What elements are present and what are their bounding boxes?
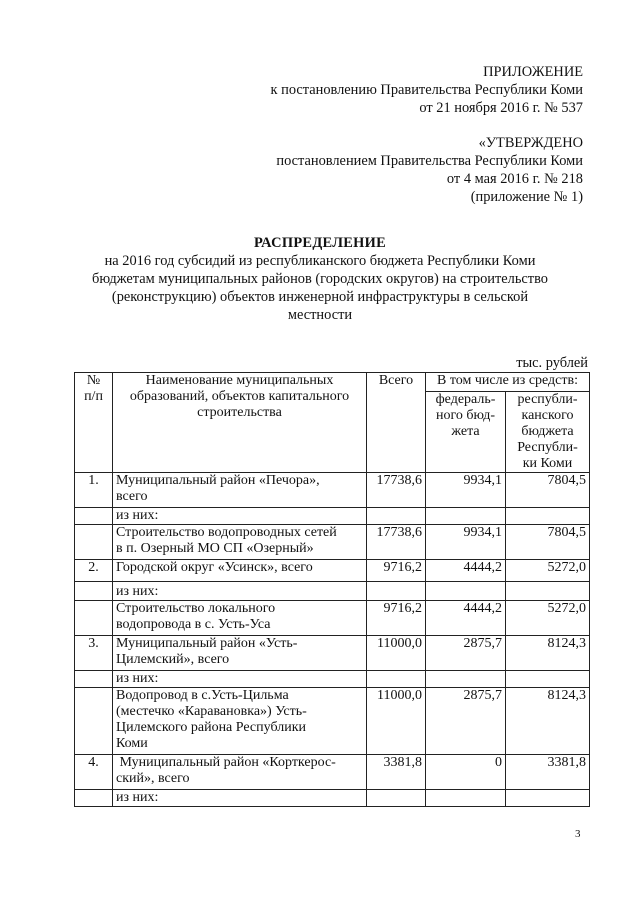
row-federal: 4444,2 [426, 601, 506, 636]
row-federal [426, 508, 506, 525]
table-row [75, 671, 590, 688]
title-line-2: бюджетам муниципальных районов (городских округов) на строительство [92, 271, 548, 287]
col-federal-header: федераль- ного бюд- жета [426, 392, 506, 473]
table-row [75, 601, 590, 636]
units-label: тыс. рублей [516, 355, 588, 371]
row-name: из них: [113, 508, 367, 525]
row-name: Муниципальный район «Усть- Цилемский», всего [113, 636, 367, 671]
row-name: из них: [113, 671, 367, 688]
table-row [75, 508, 590, 525]
resolution-reference: к постановлению Правительства Республики Коми [270, 82, 583, 98]
title-line-1: на 2016 год субсидий из республиканского бюджета Республики Коми [104, 253, 536, 269]
col-name-header: Наименование муниципальных образований, объектов капитального строительства [113, 373, 367, 473]
row-total: 9716,2 [367, 601, 426, 636]
table-row [75, 755, 590, 790]
table-row [75, 582, 590, 601]
row-total: 9716,2 [367, 560, 426, 582]
row-number: 1. [75, 473, 113, 508]
col-total-header: Всего [367, 373, 426, 473]
header-row [75, 373, 590, 392]
row-republic: 5272,0 [506, 601, 590, 636]
row-federal: 9934,1 [426, 525, 506, 560]
resolution-date: от 21 ноября 2016 г. № 537 [419, 100, 583, 116]
table-row [75, 560, 590, 582]
row-total [367, 790, 426, 807]
row-number [75, 688, 113, 755]
approved-by: постановлением Правительства Республики Коми [276, 153, 583, 169]
page-number: 3 [575, 828, 581, 840]
row-republic [506, 790, 590, 807]
title-line-3: (реконструкцию) объектов инженерной инфраструктуры в сельской [111, 289, 529, 305]
row-republic: 5272,0 [506, 560, 590, 582]
table-row [75, 636, 590, 671]
row-name: из них: [113, 582, 367, 601]
row-federal: 9934,1 [426, 473, 506, 508]
row-federal: 0 [426, 755, 506, 790]
row-republic [506, 508, 590, 525]
col-number-header: № п/п [75, 373, 113, 473]
row-name: Городской округ «Усинск», всего [113, 560, 367, 582]
col-republic-header: республи- канского бюджета Республи- ки Коми [506, 392, 590, 473]
row-name: Муниципальный район «Печора», всего [113, 473, 367, 508]
row-total: 3381,8 [367, 755, 426, 790]
row-republic [506, 671, 590, 688]
row-number [75, 508, 113, 525]
row-total: 11000,0 [367, 688, 426, 755]
page-title: РАСПРЕДЕЛЕНИЕ [253, 235, 387, 251]
distribution-table [74, 372, 590, 807]
row-name: из них: [113, 790, 367, 807]
row-federal: 2875,7 [426, 636, 506, 671]
row-number [75, 790, 113, 807]
row-name: Строительство водопроводных сетей в п. Озерный МО СП «Озерный» [113, 525, 367, 560]
row-number: 2. [75, 560, 113, 582]
row-total [367, 671, 426, 688]
col-sources-header: В том числе из средств: [426, 373, 590, 392]
row-total: 17738,6 [367, 473, 426, 508]
title-line-4: местности [287, 307, 353, 323]
row-republic: 8124,3 [506, 636, 590, 671]
row-name: Муниципальный район «Корткерос- ский», всего [113, 755, 367, 790]
row-federal: 2875,7 [426, 688, 506, 755]
table-row [75, 473, 590, 508]
row-name: Строительство локального водопровода в с. Усть-Уса [113, 601, 367, 636]
row-number [75, 601, 113, 636]
row-total: 11000,0 [367, 636, 426, 671]
row-number [75, 525, 113, 560]
row-republic: 7804,5 [506, 525, 590, 560]
approved-date: от 4 мая 2016 г. № 218 [446, 171, 583, 187]
row-republic [506, 582, 590, 601]
row-republic: 8124,3 [506, 688, 590, 755]
row-number [75, 582, 113, 601]
row-federal [426, 582, 506, 601]
table-row [75, 790, 590, 807]
approved-label: «УТВЕРЖДЕНО [478, 135, 583, 151]
row-total [367, 582, 426, 601]
approved-appendix: (приложение № 1) [470, 189, 583, 205]
row-republic: 7804,5 [506, 473, 590, 508]
row-total [367, 508, 426, 525]
row-republic: 3381,8 [506, 755, 590, 790]
row-number: 3. [75, 636, 113, 671]
row-federal [426, 671, 506, 688]
row-federal [426, 790, 506, 807]
row-name: Водопровод в с.Усть-Цильма (местечко «Каравановка») Усть- Цилемского района Республики Коми [113, 688, 367, 755]
row-federal: 4444,2 [426, 560, 506, 582]
row-total: 17738,6 [367, 525, 426, 560]
row-number: 4. [75, 755, 113, 790]
appendix-label: ПРИЛОЖЕНИЕ [483, 64, 583, 80]
table-row [75, 688, 590, 755]
table-row [75, 525, 590, 560]
row-number [75, 671, 113, 688]
